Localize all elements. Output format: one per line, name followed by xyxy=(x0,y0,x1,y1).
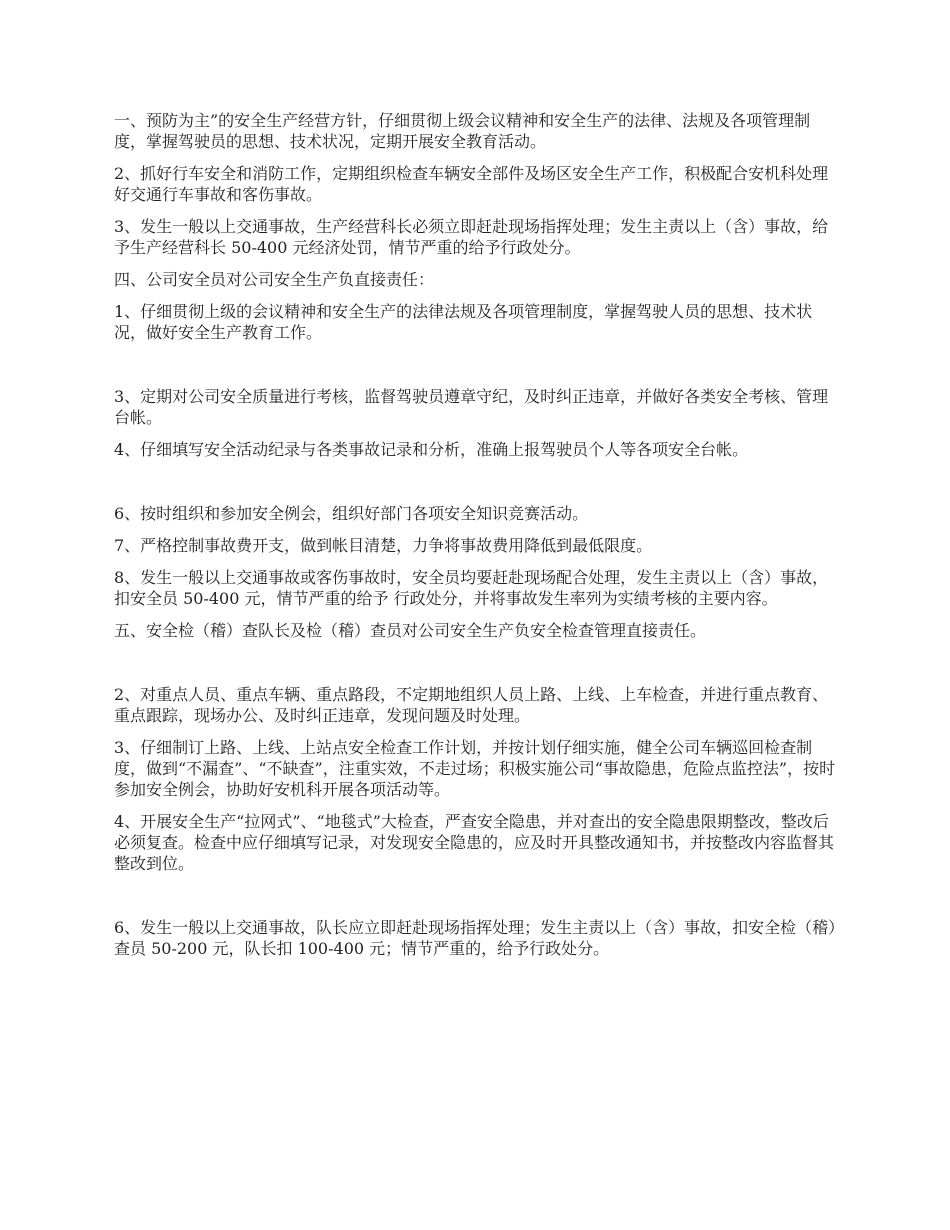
paragraph-manager-accident-penalty: 3、发生一般以上交通事故，生产经营科长必须立即赶赴现场指挥处理；发生主责以上（含）事故，给予生产经营科长 50-400 元经济处罚，情节严重的给予行政处分。 xyxy=(114,217,829,257)
blank-gap xyxy=(114,652,840,684)
blank-gap xyxy=(114,471,840,503)
section-heading-inspection-team: 五、安全检（稽）查队长及检（稽）查员对公司安全生产负安全检查管理直接责任。 xyxy=(114,621,707,640)
paragraph-inspection-duty-3: 3、仔细制订上路、上线、上站点安全检查工作计划，并按计划仔细实施，健全公司车辆巡回检查制度，做到“不漏查”、“不缺查”，注重实效，不走过场；积极实施公司“事故隐患，危险点监控法”，按时参加安全例会，协助好安机科开展各项活动等。 xyxy=(114,738,836,799)
paragraph-officer-duty-4: 4、仔细填写安全活动纪录与各类事故记录和分析，准确上报驾驶员个人等各项安全台帐。 xyxy=(114,440,749,459)
paragraph-inspection-duty-6: 6、发生一般以上交通事故，队长应立即赶赴现场指挥处理；发生主责以上（含）事故，扣安全检（稽）查员 50-200 元，队长扣 100-400 元；情节严重的，给予行政处分。 xyxy=(114,918,837,958)
paragraph-officer-duty-6: 6、按时组织和参加安全例会，组织好部门各项安全知识竞赛活动。 xyxy=(114,504,589,523)
paragraph-inspection-duty-2: 2、对重点人员、重点车辆、重点路段，不定期地组织人员上路、上线、上车检查，并进行重点教育、重点跟踪，现场办公、及时纠正违章，发现问题及时处理。 xyxy=(114,685,829,725)
paragraph-officer-duty-8: 8、发生一般以上交通事故或客伤事故时，安全员均要赶赴现场配合处理，发生主责以上（含）事故，扣安全员 50-400 元，情节严重的给予 行政处分，并将事故发生率列为实绩考核的主要内容。 xyxy=(114,568,829,608)
paragraph-officer-duty-1: 1、仔细贯彻上级的会议精神和安全生产的法律法规及各项管理制度，掌握驾驶人员的思想、技术状况，做好安全生产教育工作。 xyxy=(114,302,813,342)
document-body xyxy=(114,110,840,970)
blank-gap xyxy=(114,354,840,386)
paragraph-officer-duty-3: 3、定期对公司安全质量进行考核，监督驾驶员遵章守纪，及时纠正违章，并做好各类安全考核、管理台帐。 xyxy=(114,387,829,427)
paragraph-prevention-policy: 一、预防为主”的安全生产经营方针，仔细贯彻上级会议精神和安全生产的法律、法规及各项管理制度，掌握驾驶员的思想、技术状况，定期开展安全教育活动。 xyxy=(114,111,811,151)
section-heading-safety-officer: 四、公司安全员对公司安全生产负直接责任： xyxy=(114,270,435,289)
paragraph-traffic-fire-safety: 2、抓好行车安全和消防工作，定期组织检查车辆安全部件及场区安全生产工作，积极配合安机科处理好交通行车事故和客伤事故。 xyxy=(114,164,829,204)
blank-gap xyxy=(114,885,840,917)
paragraph-officer-duty-7: 7、严格控制事故费开支，做到帐目清楚，力争将事故费用降低到最低限度。 xyxy=(114,536,653,555)
paragraph-inspection-duty-4: 4、开展安全生产“拉网式”、“地毯式”大检查，严查安全隐患，并对查出的安全隐患限期整改，整改后必须复查。检查中应仔细填写记录，对发现安全隐患的，应及时开具整改通知书，并按整改内容监督其整改到位。 xyxy=(114,812,835,873)
